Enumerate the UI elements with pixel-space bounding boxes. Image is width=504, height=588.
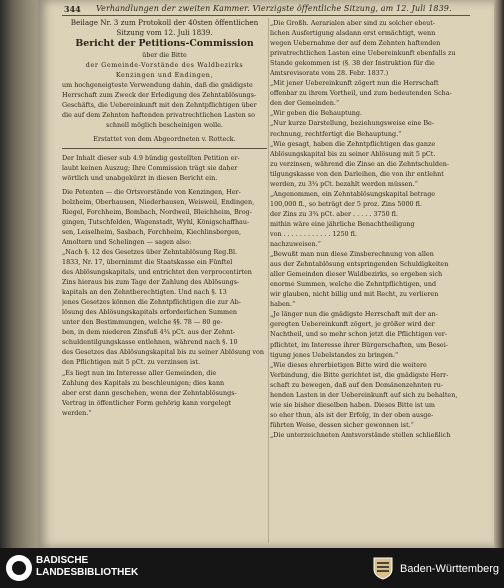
text-line: Beilage Nr. 3 zum Protokoll der 40sten öffentlichen: [70, 18, 259, 27]
text-line: laubt keinen Auszug; Ihre Commission trägt sie daher: [62, 163, 238, 172]
text-line: Erstattet von dem Abgeordneten v. Rotteck.: [93, 135, 236, 144]
column-gutter: [268, 18, 269, 543]
text-line: geregten Uebereinkunft zögert, je größer wird der: [270, 320, 435, 329]
text-line: schaft zu bewegen, daß auf den Domänenzehnten ru-: [270, 380, 444, 389]
text-line: „Wie gesagt, haben die Zehntpflichtigen das ganze: [270, 139, 436, 148]
text-line: Zins hieraus bis zum Tage der Zahlung des Ablösungs-: [62, 278, 240, 287]
text-line: „Die Großh. Aerarialen aber sind zu solcher ebeut-: [270, 19, 435, 27]
text-line: so eher thun, als ist der Erfolg, in der oben ausge-: [270, 410, 434, 419]
text-line: schnell möglich bescheinigen wolle.: [106, 121, 223, 130]
text-line: Amoltern und Schelingen — sagen also:: [62, 237, 192, 246]
text-line: enorme Summen, welche die Zehntpflichtigen, und: [270, 280, 437, 289]
text-line: Zahlung des Kapitals zu beschleunigen; dies kann: [62, 378, 225, 387]
text-line: wie sie bisher dieselben haben. Dieses Bitte ist um: [270, 400, 435, 409]
text-line: „Wie dieses ehrerbietigen Bitte wird die weitere: [270, 360, 427, 369]
text-line: 1833, Nr. 17, übernimmt die Staatskasse ein Fünftel: [62, 257, 233, 266]
logo-line-2: LANDESBIBLIOTHEK: [36, 567, 139, 578]
text-line: 100,000 fl., so beträgt der 5 proz. Zins 5000 fl.: [270, 199, 422, 208]
text-line: haben.“: [270, 300, 296, 309]
landesbibliothek-logo-text: [36, 555, 138, 579]
text-line: wegen Uebernahme der auf dem Zehnten haftenden: [270, 39, 441, 48]
logo-line-1: BADISCHE: [36, 555, 89, 566]
text-line: „Es liegt nun im Interesse aller Gemeinden, die: [62, 368, 217, 377]
text-line: „Nur kurze Darstellung, beziehungsweise eine Be-: [270, 119, 434, 128]
text-line: wörtlich und unabgekürzt in diesen Bericht ein.: [62, 173, 218, 182]
text-line: „Wir geben die Behauptung.: [270, 109, 363, 118]
text-line: „Die unterzeichneten Amtsvorstände stellen schließlich: [270, 430, 451, 439]
running-title: Verhandlungen der zweiten Kammer. Vierzigste öffentliche Sitzung, am 12. Juli 1839.: [96, 4, 452, 13]
text-line: werden, zu 3¾ pCt. bezahlt werden müssen.“: [270, 179, 418, 188]
text-line: privatrechtlichen Lasten eine Uebereinkunft ebenfalls zu: [270, 49, 456, 58]
text-line: tilgungskasse von den Darleihen, die von ihr entlehnt: [270, 169, 444, 178]
text-line: schuldentilgungskasse entlehnen, während nach §. 10: [62, 338, 238, 347]
text-line: Vertrag in öffentlicher Form gehörig kann vorgelegt: [62, 398, 232, 407]
text-line: unter den Bestimmungen, welche §§. 78 — 80 ge-: [62, 318, 223, 327]
section-divider: [62, 148, 267, 149]
text-line: „Bewußt man nun diese Zinsberechnung von allen: [270, 250, 434, 259]
text-line: gingen, Tutschfelden, Wagenstadt, Wyhl, Königschaffhau-: [62, 217, 250, 226]
text-line: lösung des Ablösungskapitals erforderlichen Summen: [62, 308, 237, 317]
text-line: aus der Zehntablösung entspringenden Schuldigkeiten: [270, 260, 449, 269]
text-line: offenbar zu ihrem Vortheil, und zum bedeutenden Scha-: [270, 89, 452, 98]
text-line: mithin wäre eine jährliche Benachtheiligung: [270, 219, 415, 228]
text-line: um hochgeneigteste Verwendung dahin, daß die gnädigste: [62, 81, 253, 90]
text-line: ben, in dem niederen Zinsfuß 4¾ pCt. aus der Zehnt-: [62, 328, 235, 337]
text-line: tigung jenes Uebelstandes zu bringen.“: [270, 350, 399, 359]
text-line: werden.“: [62, 408, 92, 417]
text-line: führten Weise, dessen sicher gewonnen ist.“: [270, 420, 414, 429]
text-line: von . . . . . . . . . . . . 1250 fl.: [270, 229, 357, 238]
text-line: Herrschaft zum Zweck der Erledigung des Zehntablösungs-: [62, 91, 257, 100]
book-spine: [0, 0, 38, 548]
text-line: Ablösungskapital bis zu seiner Ablösung mit 5 pCt.: [270, 149, 436, 158]
text-line: zu verzinsen, während die Zinse an die Zehntschulden-: [270, 159, 450, 168]
text-line: pflichtet, im Interesse ihrer Bürgerschaften, um Besei-: [270, 340, 448, 349]
text-line: den Pflichtigen mit 5 pCt. zu verzinsen ist.: [62, 358, 200, 367]
text-line: Amtsrevisorate vom 28. Febr. 1837.): [270, 69, 389, 78]
left-column: [62, 18, 267, 418]
text-line: Bericht der Petitions-Commission: [75, 38, 254, 50]
text-line: Riegel, Forchheim, Bombach, Nordweil, Bleichheim, Brog-: [62, 207, 252, 216]
text-line: bolzheim, Oberhausen, Niederhausen, Weisweil, Endingen,: [62, 197, 255, 206]
text-line: Verbindung, die Bitte gerichtet ist, die gnädigste Herr-: [270, 370, 449, 379]
text-line: kapitals an den Zehntberechtigten. Und nach §. 13: [62, 288, 227, 297]
text-line: Geschäfts, die Uebereinkunft mit den Zehntpflichtigen über: [62, 101, 257, 110]
text-line: Sitzung vom 12. Juli 1839.: [116, 28, 213, 38]
text-line: Stande gekommen ist (§. 38 der Instruktion für die: [270, 59, 435, 68]
header-rule: [62, 15, 470, 16]
text-line: des Ablösungskapitals, und entrichtet den verprocentirten: [62, 268, 252, 277]
text-line: Kenzingen und Endingen,: [115, 71, 214, 80]
text-line: Nachtheil, und so mehr schon jetzt die Pflichtigen ver-: [270, 330, 448, 339]
text-line: Der Inhalt dieser sub 4.9 bündig gestellten Petition er-: [62, 153, 240, 162]
text-line: „Nach §. 12 des Gesetzes über Zehntablösung Reg.Bl.: [62, 247, 238, 256]
text-line: nachzuweisen.“: [270, 240, 321, 249]
right-column: [270, 18, 473, 440]
text-line: rechnung, rechtfertigt die Behauptung.“: [270, 129, 402, 138]
text-line: sen, Leiselheim, Sasbach, Forchheim, Kiechlinsbergen,: [62, 227, 242, 236]
text-line: der Zins zu 3¾ pCt. aber . . . . . 3750 fl.: [270, 209, 398, 218]
text-line: „Mit jener Uebereinkunft zögert nun die Herrschaft: [270, 79, 439, 88]
baden-wuerttemberg-crest-icon: [372, 556, 394, 580]
text-line: lichen Ausfertigung alsdann erst ermächtigt, wenn: [270, 29, 436, 38]
text-line: aller Gemeinden dieser Waldbezirks, so ergeben sich: [270, 270, 443, 279]
text-line: der Gemeinde-Vorstände des Waldbezirks: [85, 61, 244, 70]
text-line: „Je länger nun die gnädigste Herrschaft mit der an-: [270, 310, 438, 319]
text-line: henden Lasten in der Uebereinkunft auf sich zu behalten,: [270, 390, 458, 399]
text-line: wir glauben, nicht billig und mit Recht, zu verlieren: [270, 290, 439, 299]
text-line: den der Gemeinden.“: [270, 99, 340, 108]
page-number: 344: [64, 4, 81, 14]
text-line: des Gesetzes das Ablösungskapital bis zu seiner Ablösung von: [62, 348, 264, 357]
text-line: „Angenommen, ein Zehntablösungskapital betrage: [270, 189, 436, 198]
text-line: jenes Gesetzes können die Zehntpflichtigen die zur Ab-: [62, 298, 241, 307]
text-line: Die Petenten — die Ortsvorstände von Kenzingen, Her-: [62, 187, 241, 196]
logo-inner-dot: [12, 561, 26, 575]
baden-wuerttemberg-logo-text: Baden-Württemberg: [400, 563, 500, 575]
text-line: die auf dem Zehnten haftenden privatrechtlichen Lasten so: [62, 111, 255, 120]
page-edge: [494, 0, 504, 548]
text-line: über die Bitte: [142, 51, 187, 60]
text-line: aber erst dann geschehen, wenn der Zehntablösungs-: [62, 388, 237, 397]
